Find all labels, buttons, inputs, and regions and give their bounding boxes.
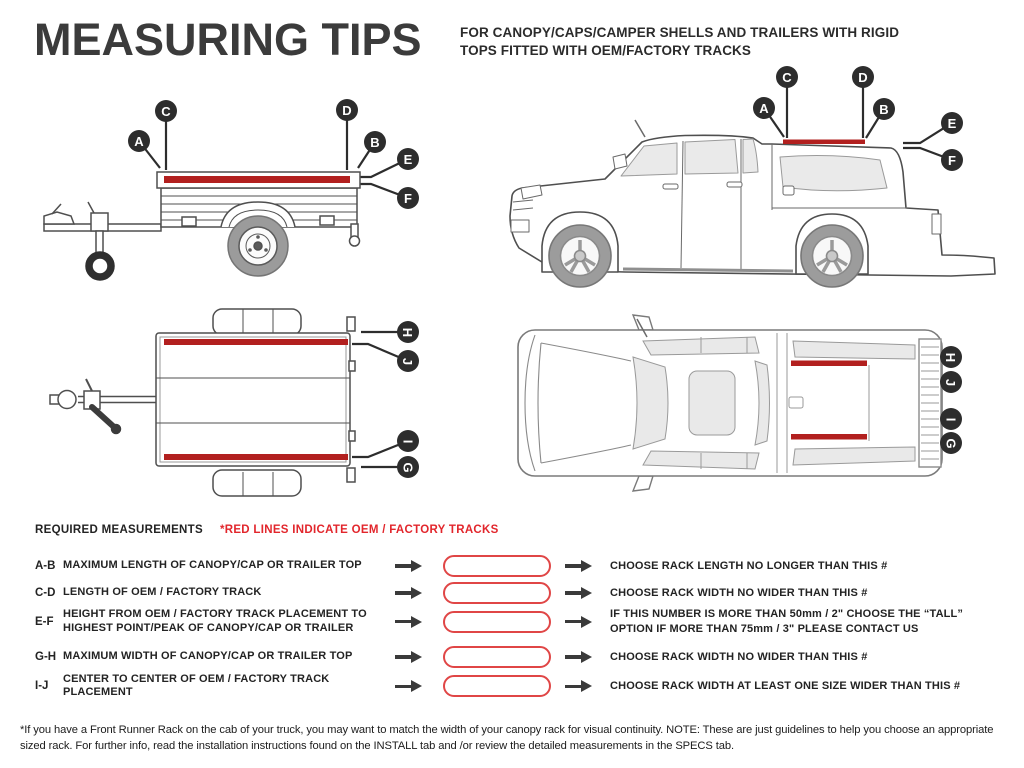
section-title: REQUIRED MEASUREMENTS	[35, 524, 203, 536]
callout-badge-c: C	[155, 100, 177, 122]
rack-choice-instruction: IF THIS NUMBER IS MORE THAN 50mm / 2" CHOOSE THE “TALL” OPTION IF MORE THAN 75mm / 3" PLEASE CONTACT US	[610, 608, 964, 635]
callout-badge-d: D	[336, 99, 358, 121]
callout-badge-g: G	[397, 456, 419, 478]
truck-line-art	[510, 120, 995, 287]
arrow-right-icon	[395, 587, 423, 599]
callout-badge-e: E	[397, 148, 419, 170]
callout-badge-f: F	[941, 149, 963, 171]
arrow-right-icon	[395, 680, 423, 692]
rack-choice-instruction: CHOOSE RACK WIDTH NO WIDER THAN THIS #	[610, 586, 868, 599]
callout-badge-b: B	[873, 98, 895, 120]
range-label: G-H	[35, 651, 57, 663]
callout-badge-b: B	[364, 131, 386, 153]
oem-track-line	[164, 176, 350, 183]
page-title: MEASURING TIPS	[34, 14, 422, 65]
trailer-side-view-diagram	[30, 90, 450, 295]
measurement-description: MAXIMUM WIDTH OF CANOPY/CAP OR TRAILER TOP	[63, 650, 353, 663]
measurement-write-in-box	[443, 675, 551, 697]
measurement-row-ij	[35, 673, 1016, 700]
truck-side-view-diagram	[495, 62, 1020, 302]
measurements-header	[35, 524, 499, 536]
rack-choice-instruction: CHOOSE RACK LENGTH NO LONGER THAN THIS #	[610, 559, 888, 572]
arrow-right-icon	[565, 616, 593, 628]
trailer-side-illustration	[30, 90, 450, 295]
arrow-right-icon	[395, 616, 423, 628]
callout-badge-c: C	[776, 66, 798, 88]
callout-badge-j: J	[940, 371, 962, 393]
measurement-row-ab	[35, 555, 1016, 577]
footnote: *If you have a Front Runner Rack on the cab of your truck, you may want to match the width of your canopy rack for visual continuity. NOTE: These are just guidelines to help you choose an appropriate sized rack. For further info, read the installation instructions found on the INSTALL tab and /or review the detailed measurements in the SPECS tab.	[20, 724, 994, 753]
arrow-right-icon	[565, 560, 593, 572]
red-lines-legend: *RED LINES INDICATE OEM / FACTORY TRACKS	[219, 524, 499, 536]
callout-badge-i: I	[397, 430, 419, 452]
measurement-description: HEIGHT FROM OEM / FACTORY TRACK PLACEMENT TO HIGHEST POINT/PEAK OF CANOPY/CAP OR TRAILER	[63, 608, 367, 634]
range-label: E-F	[35, 615, 54, 628]
truck-top-view-diagram	[495, 303, 1024, 503]
measurement-row-cd	[35, 582, 1016, 604]
callout-badge-i: I	[940, 408, 962, 430]
measurement-write-in-box	[443, 582, 551, 604]
arrow-right-icon	[565, 680, 593, 692]
callout-badge-f: F	[397, 187, 419, 209]
range-label: I-J	[35, 680, 49, 693]
trailer-line-art	[44, 172, 360, 280]
measurement-write-in-box	[443, 555, 551, 577]
measurement-description: CENTER TO CENTER OF OEM / FACTORY TRACK PLACEMENT	[63, 673, 330, 699]
range-label: C-D	[35, 587, 56, 599]
arrow-right-icon	[395, 651, 423, 663]
arrow-right-icon	[395, 560, 423, 572]
truck-top-illustration	[495, 303, 1024, 503]
measurement-description: LENGTH OF OEM / FACTORY TRACK	[63, 586, 262, 599]
callout-badge-g: G	[940, 432, 962, 454]
callout-badge-e: E	[941, 112, 963, 134]
page-subtitle: FOR CANOPY/CAPS/CAMPER SHELLS AND TRAILERS WITH RIGID TOPS FITTED WITH OEM/FACTORY TRACKS	[460, 25, 900, 58]
callout-badge-j: J	[397, 350, 419, 372]
callout-badge-a: A	[128, 130, 150, 152]
arrow-right-icon	[565, 587, 593, 599]
callout-badge-h: H	[397, 321, 419, 343]
truck-line-art	[518, 315, 942, 491]
rack-choice-instruction: CHOOSE RACK WIDTH NO WIDER THAN THIS #	[610, 650, 868, 663]
rack-choice-instruction: CHOOSE RACK WIDTH AT LEAST ONE SIZE WIDER THAN THIS #	[610, 679, 961, 692]
callout-badge-h: H	[940, 346, 962, 368]
trailer-top-illustration	[30, 303, 450, 503]
range-label: A-B	[35, 560, 56, 572]
measurement-row-gh	[35, 646, 1016, 668]
arrow-right-icon	[565, 651, 593, 663]
callout-badge-a: A	[753, 97, 775, 119]
callout-badge-d: D	[852, 66, 874, 88]
oem-track-line	[783, 140, 865, 145]
measurement-write-in-box	[443, 646, 551, 668]
measurement-row-ef	[35, 607, 1016, 637]
trailer-line-art	[50, 309, 355, 496]
measurement-write-in-box	[443, 611, 551, 633]
trailer-top-view-diagram	[30, 303, 450, 503]
measurement-description: MAXIMUM LENGTH OF CANOPY/CAP OR TRAILER TOP	[63, 559, 362, 572]
